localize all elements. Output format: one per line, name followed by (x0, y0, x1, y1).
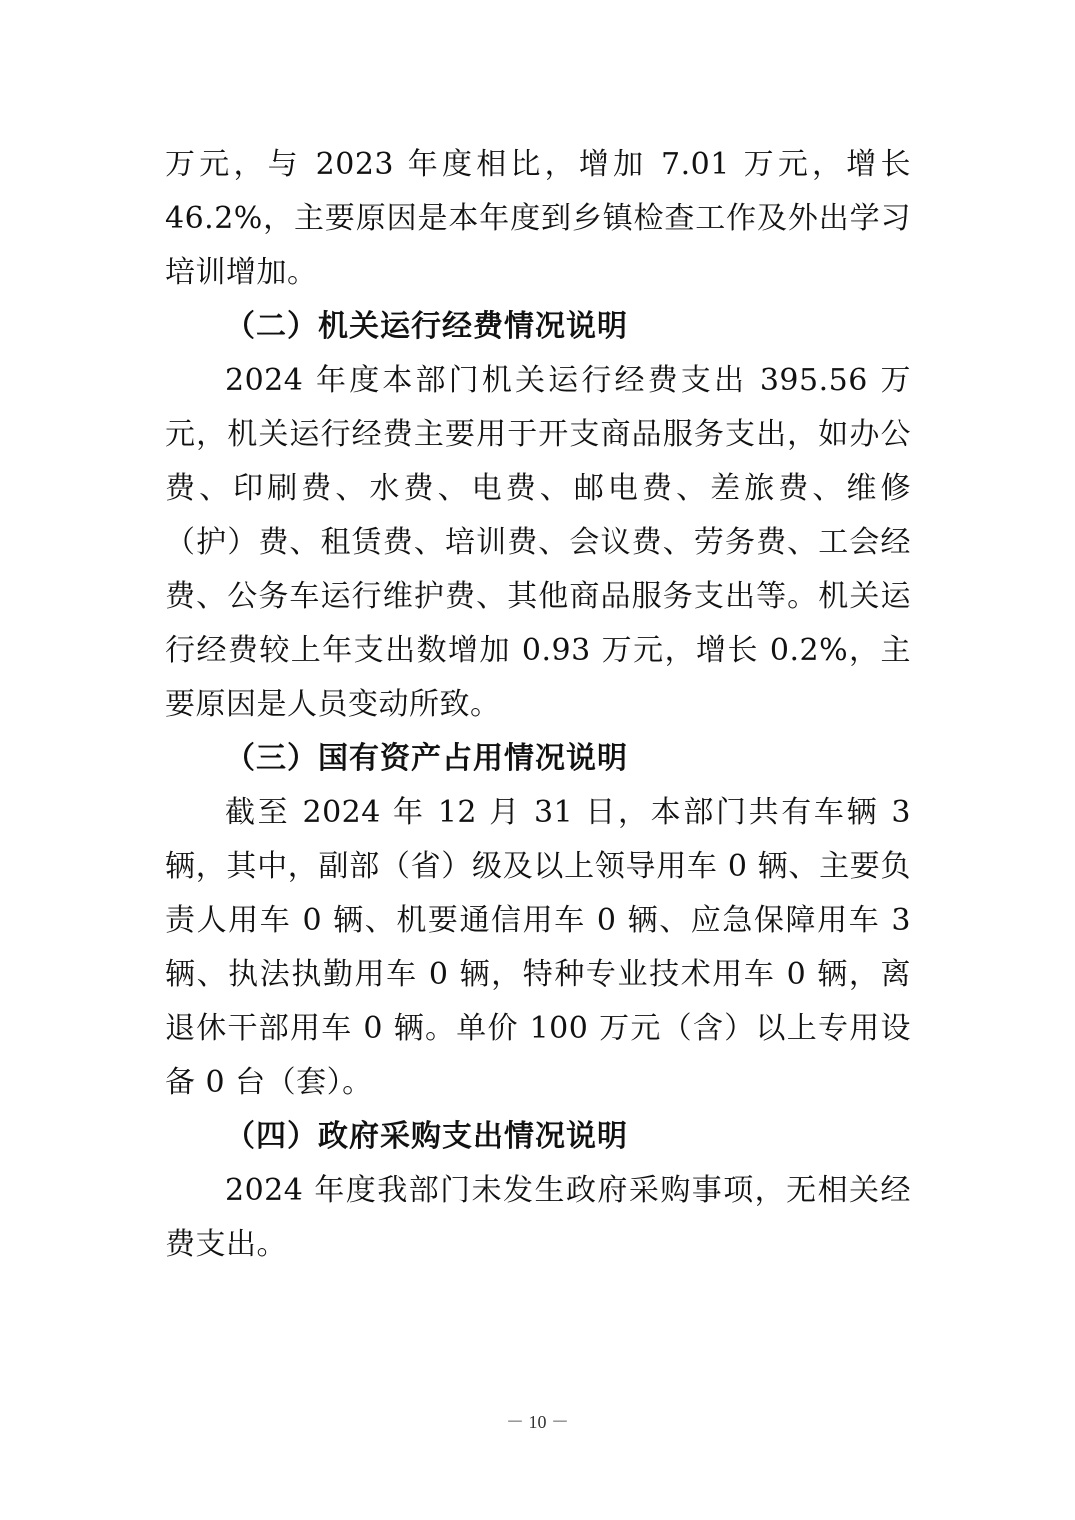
paragraph-government-procurement: 2024 年度我部门未发生政府采购事项，无相关经费支出。 (165, 1173, 911, 1262)
document-body (165, 138, 911, 1272)
section-heading-state-assets: （三）国有资产占用情况说明 (225, 741, 628, 776)
paragraph-travel-expense-continuation: 万元，与 2023 年度相比，增加 7.01 万元，增长 46.2%，主要原因是本年度到乡镇检查工作及外出学习培训增加。 (165, 147, 911, 290)
section-heading-operating-funds: （二）机关运行经费情况说明 (225, 309, 628, 344)
paragraph-operating-funds: 2024 年度本部门机关运行经费支出 395.56 万元，机关运行经费主要用于开支商品服务支出，如办公费、印刷费、水费、电费、邮电费、差旅费、维修（护）费、租赁费、培训费、会议费、劳务费、工会经费、公务车运行维护费、其他商品服务支出等。机关运行经费较上年支出数增加 0.93 万元，增长 0.2%，主要原因是人员变动所致。 (165, 363, 911, 722)
paragraph-state-assets: 截至 2024 年 12 月 31 日，本部门共有车辆 3 辆，其中，副部（省）级及以上领导用车 0 辆、主要负责人用车 0 辆、机要通信用车 0 辆、应急保障用车 3 辆、执法执勤用车 0 辆，特种专业技术用车 0 辆，离退休干部用车 0 辆。单价 100 万元（含）以上专用设备 0 台（套）。 (165, 795, 911, 1100)
page-number: － 10 － (506, 1412, 569, 1432)
section-heading-government-procurement: （四）政府采购支出情况说明 (225, 1119, 628, 1154)
